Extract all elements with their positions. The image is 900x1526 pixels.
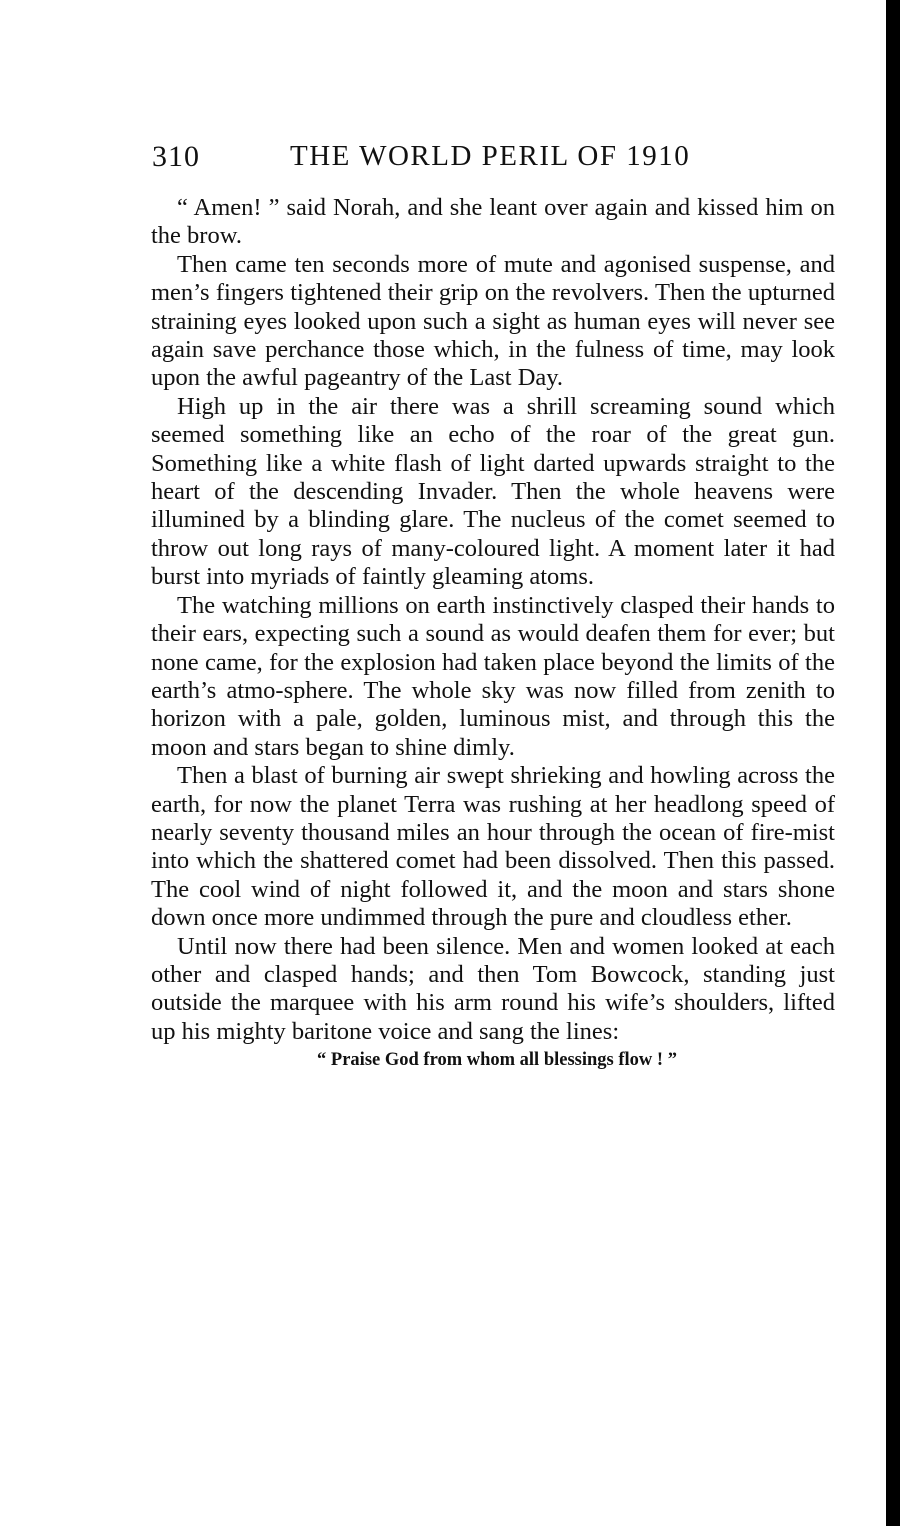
paragraph-watching-millions: The watching millions on earth instinctively clasped their hands to their ears, expecting such a sound as would deafen them for ever; but none came, for the explosion had taken place beyond the limits of the earth’s atmo-sphere. The whole sky was now filled from zenith to horizon with a pale, golden, luminous mist, and through this the moon and stars began to shine dimly. bbox=[151, 591, 835, 761]
page-number: 310 bbox=[152, 140, 200, 173]
paragraph-suspense: Then came ten seconds more of mute and agonised suspense, and men’s fingers tightened their grip on the revolvers. Then the upturned straining eyes looked upon such a sight as human eyes will never see again save perchance those which, in the fulness of time, may look upon the awful pageantry of the Last Day. bbox=[151, 250, 835, 392]
paragraph-silence: Until now there had been silence. Men and women looked at each other and clasped hands; and then Tom Bowcock, standing just outside the marquee with his arm round his wife’s shoulders, lifted up his mighty baritone voice and sang the lines: bbox=[151, 932, 835, 1045]
running-title: THE WORLD PERIL OF 1910 bbox=[290, 140, 691, 172]
scan-edge-border bbox=[886, 0, 900, 1526]
paragraph-explosion: High up in the air there was a shrill screaming sound which seemed something like an echo of the roar of the great gun. Something like a white flash of light darted upwards straight to the heart of the descending Invader. Then the whole heavens were illumined by a blinding glare. The nucleus of the comet seemed to throw out long rays of many-coloured light. A moment later it had burst into myriads of faintly gleaming atoms. bbox=[151, 392, 835, 591]
body-text bbox=[151, 194, 835, 1073]
hymn-verse: “ Praise God from whom all blessings flow ! ” bbox=[317, 1050, 677, 1071]
paragraph-amen: “ Amen! ” said Norah, and she leant over again and kissed him on the brow. bbox=[151, 194, 835, 250]
paragraph-blast: Then a blast of burning air swept shrieking and howling across the earth, for now the planet Terra was rushing at her headlong speed of nearly seventy thousand miles an hour through the ocean of fire-mist into which the shattered comet had been dissolved. Then this passed. The cool wind of night followed it, and the moon and stars shone down once more undimmed through the pure and cloudless ether. bbox=[151, 762, 835, 932]
